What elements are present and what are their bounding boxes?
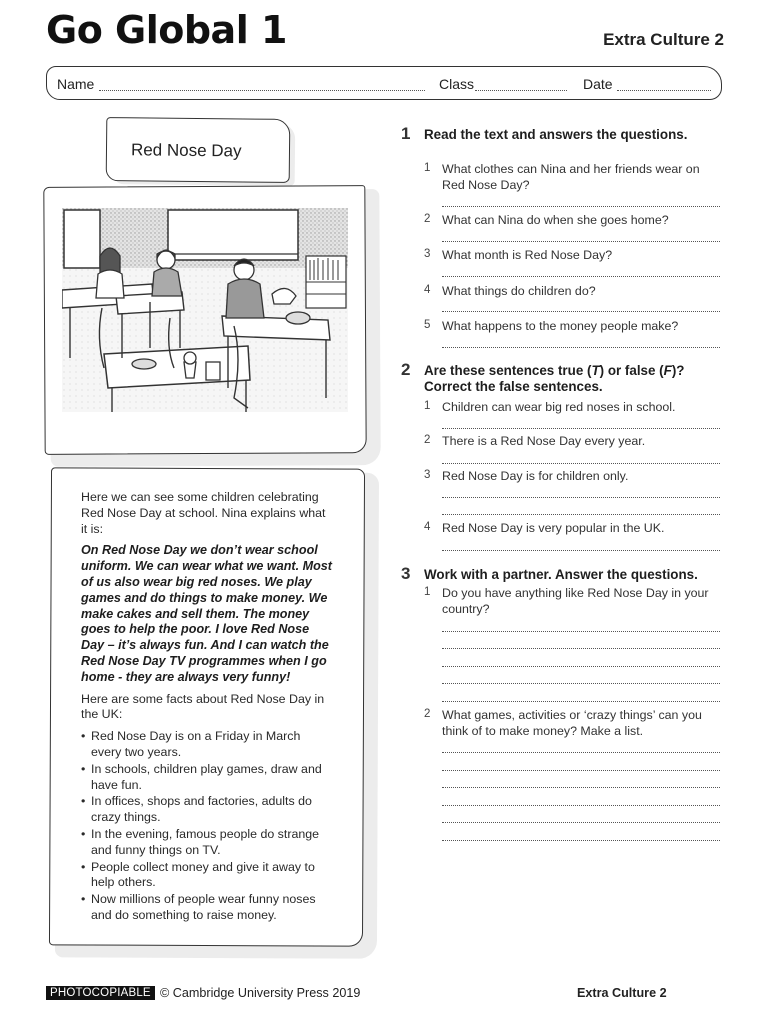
reading-title: Red Nose Day (130, 140, 242, 161)
ex2-q4-text: Red Nose Day is very popular in the UK. (442, 521, 665, 535)
ex2-q3-number: 3 (424, 469, 431, 481)
ex1-q2-text: What can Nina do when she goes home? (442, 213, 669, 227)
class-label: Class (439, 76, 475, 92)
ex3-q1-answer-line[interactable] (442, 683, 720, 684)
exercise-2-title-part1: Are these sentences true ( (424, 363, 592, 378)
ex1-q5-number: 5 (424, 319, 431, 331)
ex2-q2-number: 2 (424, 434, 431, 446)
ex2-q1-number: 1 (424, 400, 431, 412)
ex3-q1-answer-line[interactable] (442, 666, 720, 667)
ex2-q4-answer-line[interactable] (442, 550, 720, 551)
exercise-3-title: Work with a partner. Answer the questions. (424, 567, 698, 582)
ex3-q1-number: 1 (424, 586, 431, 598)
exercise-1-title: Read the text and answers the questions. (424, 127, 688, 142)
section-title: Extra Culture 2 (603, 30, 724, 49)
ex2-q2-text: There is a Red Nose Day every year. (442, 434, 646, 448)
exercise-2-title-line2: Correct the false sentences. (424, 379, 603, 394)
ex1-q4-text: What things do children do? (442, 284, 596, 298)
ex3-q2-answer-line[interactable] (442, 752, 720, 753)
ex3-q2-answer-line[interactable] (442, 822, 720, 823)
ex2-q2-answer-line[interactable] (442, 463, 720, 464)
ex1-q3-number: 3 (424, 248, 431, 260)
ex3-q2-answer-line[interactable] (442, 840, 720, 841)
ex2-q3-answer-line[interactable] (442, 497, 720, 498)
ex1-q3-answer-line[interactable] (442, 276, 720, 277)
ex1-q2-number: 2 (424, 213, 431, 225)
ex3-q2-number: 2 (424, 708, 431, 720)
facts-list (81, 729, 333, 924)
exercise-2-title-part3: )? (671, 363, 685, 378)
reading-title-card (106, 117, 291, 183)
ex3-q2-text: What games, activities or ‘crazy things’ can you think of to make money? Make a list. (442, 708, 702, 738)
ex2-q4-number: 4 (424, 521, 431, 533)
reading-text (81, 490, 333, 925)
ex3-q2-answer-line[interactable] (442, 805, 720, 806)
date-field[interactable] (617, 90, 711, 91)
date-label: Date (583, 76, 613, 92)
ex1-q5-text: What happens to the money people make? (442, 319, 679, 333)
ex1-q1-text: What clothes can Nina and her friends wear on Red Nose Day? (442, 162, 700, 192)
fact-item: • In offices, shops and factories, adults do crazy things. (81, 794, 333, 826)
worksheet-brand-title: Go Global 1 (46, 8, 287, 52)
ex3-q1-answer-line[interactable] (442, 701, 720, 702)
fact-item: • People collect money and give it away to help others. (81, 860, 333, 892)
ex2-q1-answer-line[interactable] (442, 428, 720, 429)
ex1-q3-text: What month is Red Nose Day? (442, 248, 613, 262)
ex2-q3-answer-line-2[interactable] (442, 514, 720, 515)
classroom-illustration (62, 208, 348, 412)
exercise-2-title-part2: ) or false ( (599, 363, 664, 378)
ex1-q4-number: 4 (424, 284, 431, 296)
exercise-3-number: 3 (401, 564, 411, 583)
reading-intro: Here we can see some children celebrating Red Nose Day at school. Nina explains what it is: (81, 490, 326, 536)
fact-item: • In the evening, famous people do strange and funny things on TV. (81, 827, 333, 859)
ex1-q4-answer-line[interactable] (442, 311, 720, 312)
ex2-q1-text: Children can wear big red noses in school. (442, 400, 676, 414)
name-field[interactable] (99, 90, 425, 91)
exercise-2-title (424, 363, 724, 395)
ex3-q1-answer-line[interactable] (442, 648, 720, 649)
footer-section-title: Extra Culture 2 (577, 986, 667, 1000)
class-field[interactable] (475, 90, 567, 91)
fact-item: • In schools, children play games, draw and have fun. (81, 762, 333, 794)
fact-item: • Red Nose Day is on a Friday in March every two years. (81, 729, 333, 761)
ex1-q1-number: 1 (424, 162, 431, 174)
exercise-2-number: 2 (401, 360, 411, 379)
ex2-q3-text: Red Nose Day is for children only. (442, 469, 629, 483)
ex3-q2-answer-line[interactable] (442, 787, 720, 788)
nina-quote: On Red Nose Day we don’t wear school uniform. We can wear what we want. Most of us also wear big red noses. We play games and do things to make money. We make cakes and sell them. The money goes to help the poor. I love Red Nose Day – it’s always fun. And I can watch the Red Nose Day TV programmes when I go home - they are always very funny! (81, 543, 332, 684)
copyright-notice: © Cambridge University Press 2019 (160, 986, 361, 1000)
ex1-q2-answer-line[interactable] (442, 241, 720, 242)
name-label: Name (57, 76, 95, 92)
true-letter: T (591, 363, 600, 378)
fact-item: • Now millions of people wear funny noses and do something to raise money. (81, 892, 333, 924)
exercise-1-number: 1 (401, 124, 411, 143)
ex1-q5-answer-line[interactable] (442, 347, 720, 348)
facts-intro: Here are some facts about Red Nose Day in the UK: (81, 691, 325, 722)
student-info-bar (46, 66, 722, 100)
ex3-q2-answer-line[interactable] (442, 770, 720, 771)
ex3-q1-text: Do you have anything like Red Nose Day in your country? (442, 586, 709, 616)
ex3-q1-answer-line[interactable] (442, 631, 720, 632)
photocopiable-badge: PHOTOCOPIABLE (46, 986, 155, 1000)
ex1-q1-answer-line[interactable] (442, 206, 720, 207)
false-letter: F (663, 363, 672, 378)
